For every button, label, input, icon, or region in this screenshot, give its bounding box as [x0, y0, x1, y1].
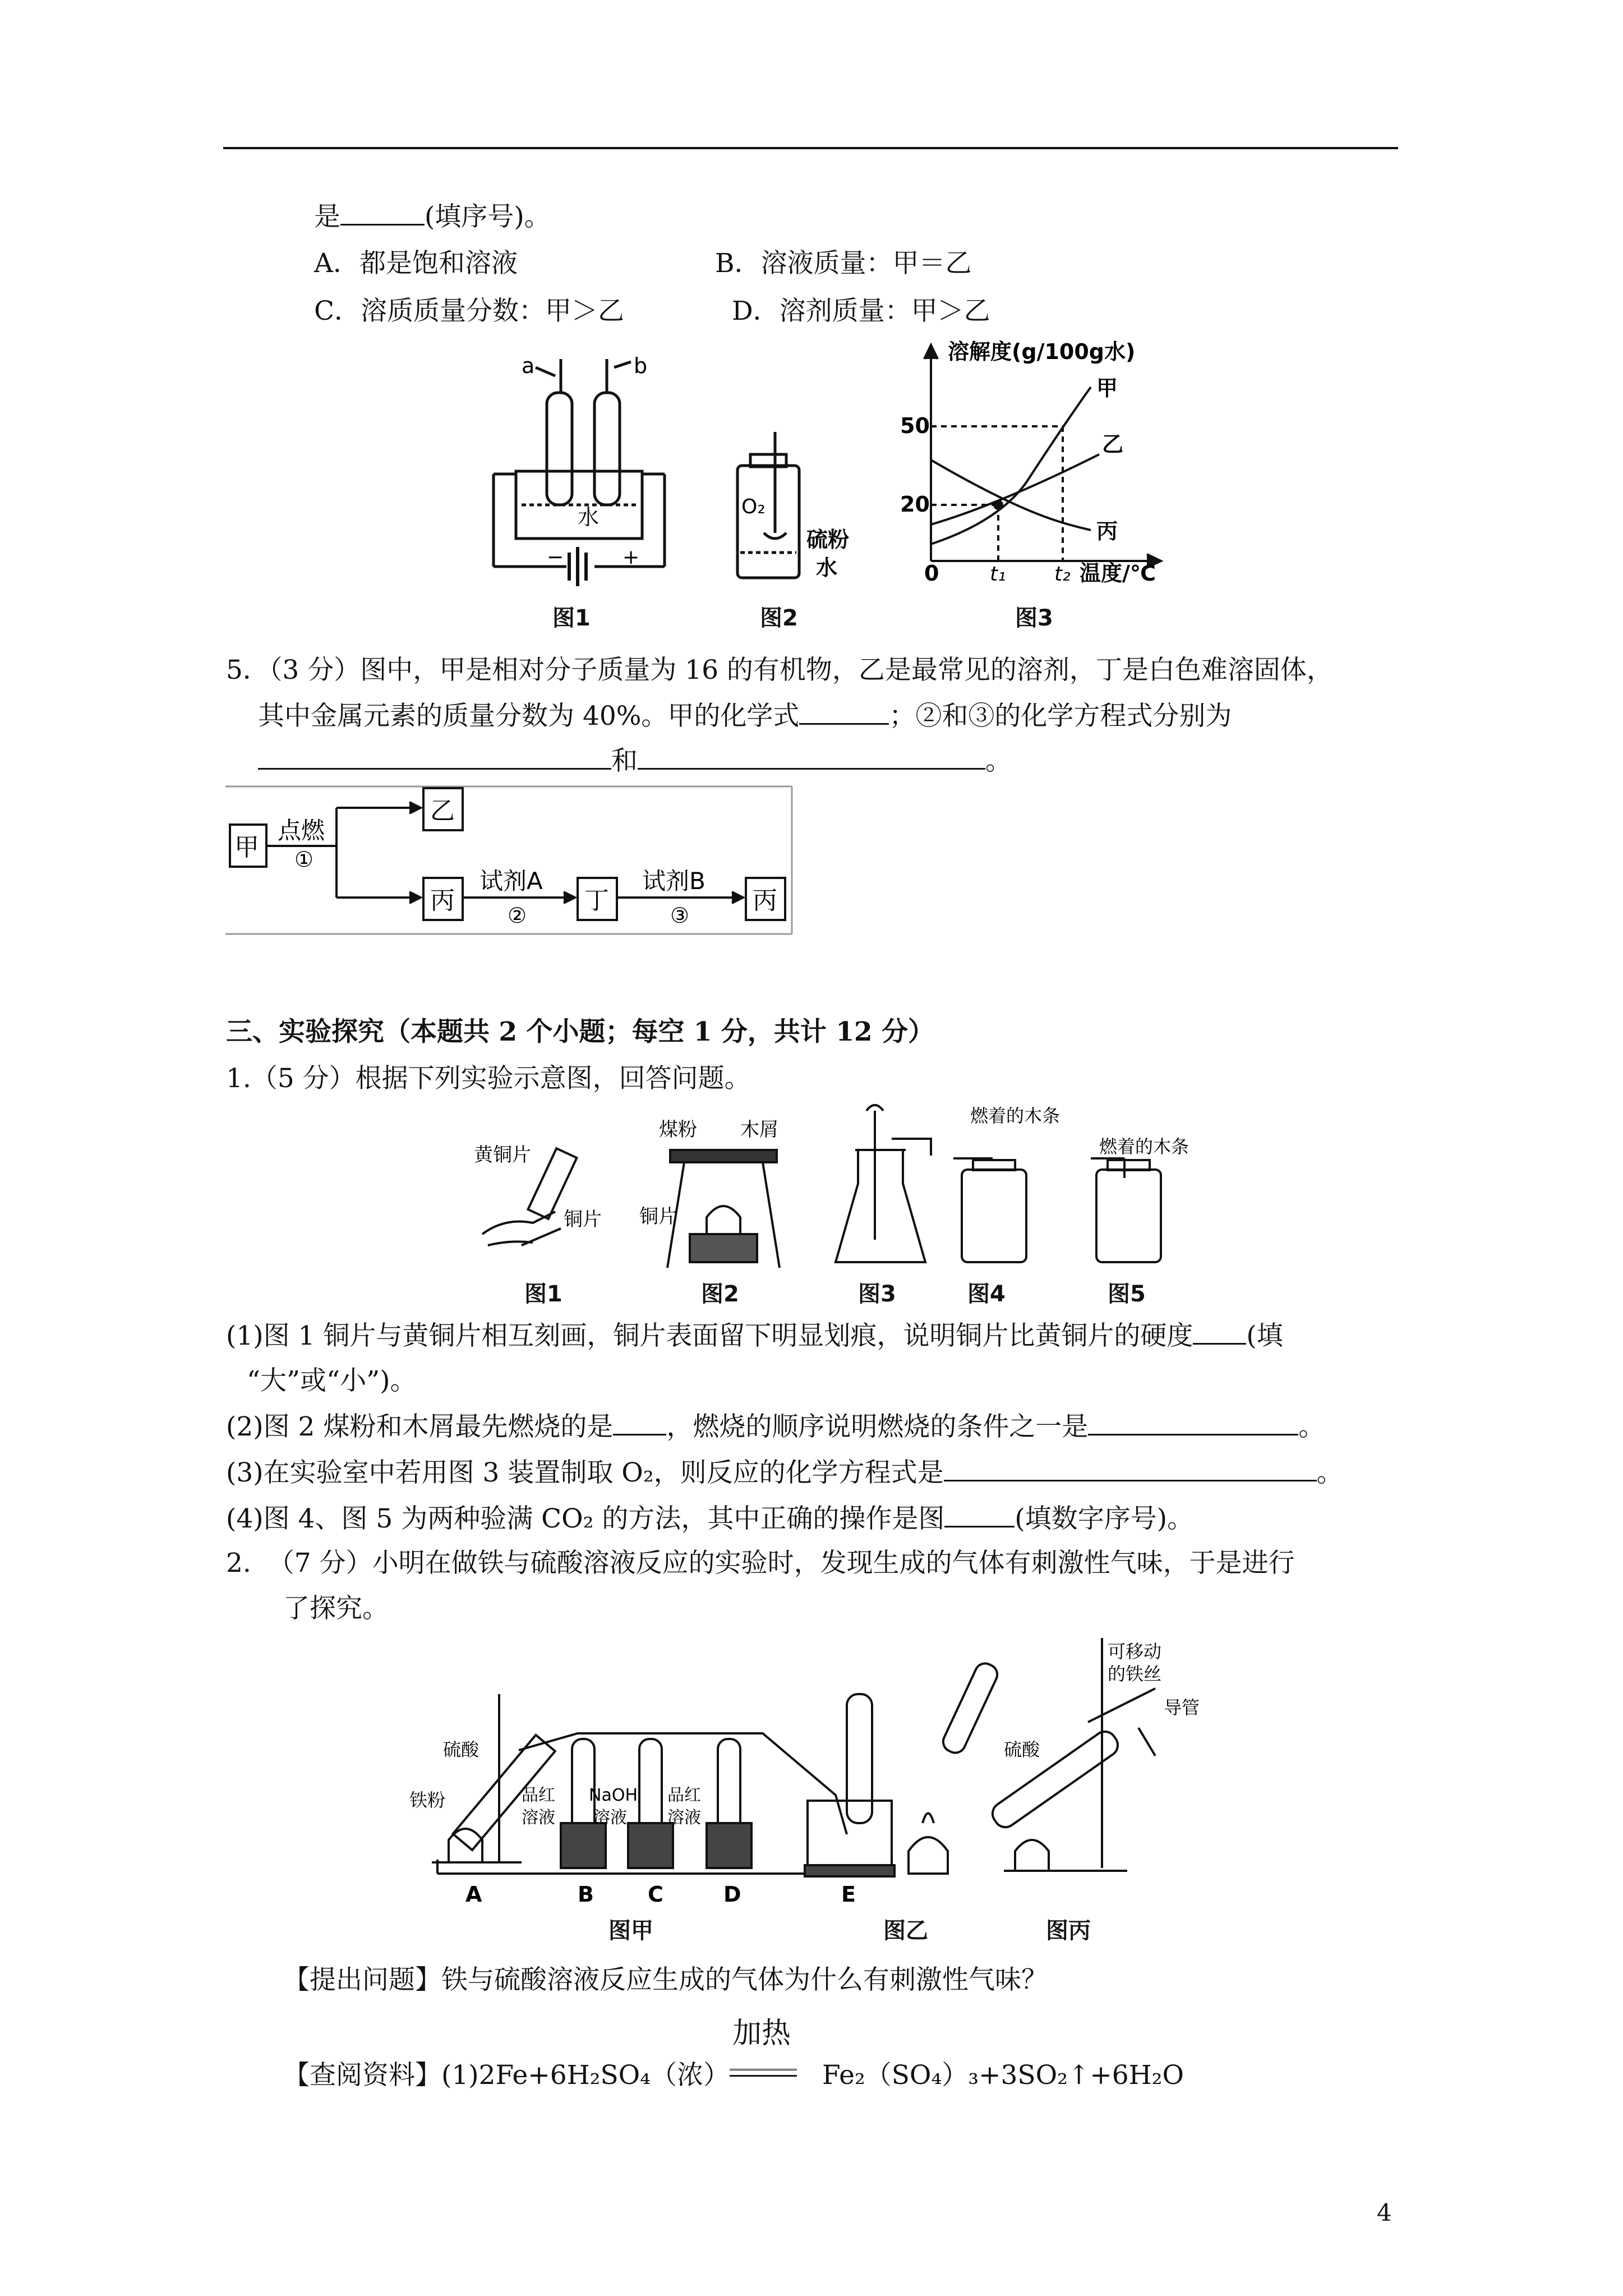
q5-line1: 5．（3 分）图中，甲是相对分子质量为 16 的有机物，乙是最常见的溶剂，丁是白色难溶固体， [226, 655, 1333, 685]
flow-bing2: 丙 [753, 886, 777, 915]
fig-yi-caption: 图乙 [883, 1918, 928, 1944]
fig2-water: 水 [816, 555, 838, 580]
jia-acid: 硫酸 [443, 1739, 479, 1760]
equation-blank-3[interactable] [638, 743, 985, 770]
fig1-label-a: a [522, 353, 535, 378]
option-a: A．都是饱和溶液 [314, 248, 518, 279]
mid-fig1-brass: 黄铜片 [474, 1144, 531, 1166]
mid-fig2-wood: 木屑 [740, 1119, 778, 1141]
fig3-ylabel: 溶解度(g/100g水) [948, 339, 1136, 364]
mid-fig4-caption: 图4 [967, 1281, 1006, 1307]
mid-fig3-caption: 图3 [858, 1281, 896, 1307]
jia-D: D [723, 1882, 741, 1907]
bing-tube: 导管 [1164, 1697, 1200, 1718]
jia-C: C [648, 1882, 663, 1907]
jia-E: E [841, 1882, 856, 1907]
mid-fig2-caption: 图2 [701, 1281, 739, 1307]
mid-fig1-caption: 图1 [524, 1281, 562, 1307]
solubility-chart [924, 345, 1161, 568]
fig1-water: 水 [578, 505, 600, 530]
flow-ding: 丁 [584, 886, 609, 915]
apparatus-jia [432, 1694, 895, 1876]
jia-pinhong1: 品红 [522, 1786, 555, 1805]
flow-ignite: 点燃 [278, 817, 325, 844]
page-number: 4 [1377, 2199, 1392, 2226]
fig3-y20: 20 [900, 492, 930, 517]
mid-fig5-label: 燃着的木条 [1099, 1136, 1189, 1157]
mid-fig4-label: 燃着的木条 [970, 1105, 1061, 1126]
bing-acid: 硫酸 [1004, 1739, 1040, 1760]
mid-fig5-caption: 图5 [1108, 1281, 1146, 1307]
q1-part2: (2)图 2 煤粉和木屑最先燃烧的是 ，燃烧的顺序说明燃烧的条件之一是 。 [226, 1409, 1325, 1444]
fig3-origin: 0 [924, 561, 939, 586]
jia-iron: 铁粉 [409, 1789, 446, 1811]
bing-movable2: 的铁丝 [1108, 1663, 1162, 1685]
fig3-caption: 图3 [1015, 605, 1053, 631]
q5-line2: 其中金属元素的质量分数为 40%。甲的化学式 ；②和③的化学方程式分别为 [258, 698, 1232, 733]
flow-n1: ① [294, 847, 314, 872]
mid-fig2-copper: 铜片 [639, 1205, 677, 1228]
q4-line1: 是 (填序号)。 [314, 199, 551, 234]
first-burn-blank[interactable] [613, 1409, 666, 1435]
jia-rongye3: 溶液 [667, 1808, 701, 1828]
formula-blank[interactable] [799, 698, 889, 725]
apparatus-yi [909, 1660, 1000, 1874]
flow-bing: 丙 [430, 886, 455, 915]
jar-fig5 [1091, 1158, 1161, 1262]
q5-line3: 和 。 [258, 743, 1012, 778]
fig2-caption: 图2 [760, 605, 798, 631]
tripod-figure [667, 1150, 780, 1268]
q2-line1: 2. （7 分）小明在做铁与硫酸溶液反应的实验时，发现生成的气体有刺激性气味，于是进行 [226, 1548, 1295, 1579]
q2-line2: 了探究。 [283, 1593, 389, 1624]
jia-A: A [465, 1882, 482, 1907]
top-figures [0, 0, 1623, 645]
o2-equation-blank[interactable] [944, 1455, 1317, 1481]
hardness-blank[interactable] [1193, 1318, 1246, 1345]
combustion-condition-blank[interactable] [1088, 1409, 1298, 1435]
mid-figures [0, 1099, 1623, 1335]
fig3-yi: 乙 [1102, 432, 1124, 457]
mid-fig1-copper: 铜片 [564, 1208, 602, 1231]
flask-figure [836, 1105, 931, 1262]
equation-blank-2[interactable] [258, 743, 611, 770]
fig1-caption: 图1 [552, 605, 591, 631]
jia-rongye2: 溶液 [593, 1808, 627, 1828]
fig3-t1: t₁ [990, 563, 1006, 586]
q1-intro: 1.（5 分）根据下列实验示意图，回答问题。 [226, 1063, 751, 1094]
fig1-plus: + [623, 546, 640, 569]
jar-fig4 [953, 1158, 1026, 1262]
curve-yi [931, 454, 1099, 524]
bing-movable1: 可移动 [1108, 1641, 1162, 1662]
flow-yi: 乙 [430, 797, 455, 825]
flow-n3: ③ [670, 903, 690, 928]
fig-jia-caption: 图甲 [608, 1918, 653, 1944]
mid-fig2-coal: 煤粉 [659, 1119, 697, 1141]
co2-figure-blank[interactable] [944, 1501, 1015, 1527]
flow-reagent-b: 试剂B [642, 867, 706, 895]
fig3-y50: 50 [900, 413, 930, 438]
curve-jia [931, 387, 1091, 544]
bottom-figures [0, 1638, 1623, 1952]
q1-part1-cont: “大”或“小”)。 [247, 1365, 417, 1396]
q1-part1: (1)图 1 铜片与黄铜片相互刻画，铜片表面留下明显划痕，说明铜片比黄铜片的硬度 (填 [226, 1318, 1283, 1353]
flow-n2: ② [508, 903, 527, 928]
option-c: C．溶质质量分数：甲＞乙 [314, 296, 624, 326]
flow-diagram [224, 785, 796, 937]
fig2-sulfur: 硫粉 [806, 527, 850, 552]
jia-rongye1: 溶液 [522, 1808, 555, 1828]
reference-info: 【查阅资料】(1)2Fe+6H₂SO₄（浓） 加热 Fe₂（SO₄）₃+3SO₂↑+6H₂O [283, 2017, 1184, 2091]
fig2-o2: O₂ [741, 495, 766, 518]
option-d: D．溶剂质量：甲＞乙 [732, 296, 990, 326]
fig1-minus: − [547, 546, 564, 569]
fig-bing-caption: 图丙 [1046, 1918, 1091, 1944]
q1-part4: (4)图 4、图 5 为两种验满 CO₂ 的方法，其中正确的操作是图 (填数字序号)。 [226, 1501, 1193, 1536]
jia-B: B [578, 1882, 594, 1907]
jia-naoh: NaOH [589, 1786, 638, 1805]
flow-jia: 甲 [234, 833, 259, 862]
option-b: B．溶液质量：甲＝乙 [715, 248, 972, 279]
fig3-t2: t₂ [1054, 563, 1071, 586]
flow-reagent-a: 试剂A [479, 867, 543, 895]
section-title: 三、实验探究（本题共 2 个小题；每空 1 分，共计 12 分） [226, 1016, 934, 1047]
jia-pinhong2: 品红 [667, 1786, 701, 1805]
fig3-xlabel: 温度/℃ [1080, 561, 1156, 586]
heat-condition: 加热 [732, 2017, 791, 2050]
fig3-jia: 甲 [1096, 376, 1118, 401]
raised-question: 【提出问题】铁与硫酸溶液反应生成的气体为什么有刺激性气味？ [283, 1964, 1048, 1995]
fig1-label-b: b [634, 353, 648, 378]
fig3-bing: 丙 [1096, 519, 1118, 544]
q1-part3: (3)在实验室中若用图 3 装置制取 O₂，则反应的化学方程式是 。 [226, 1455, 1343, 1490]
